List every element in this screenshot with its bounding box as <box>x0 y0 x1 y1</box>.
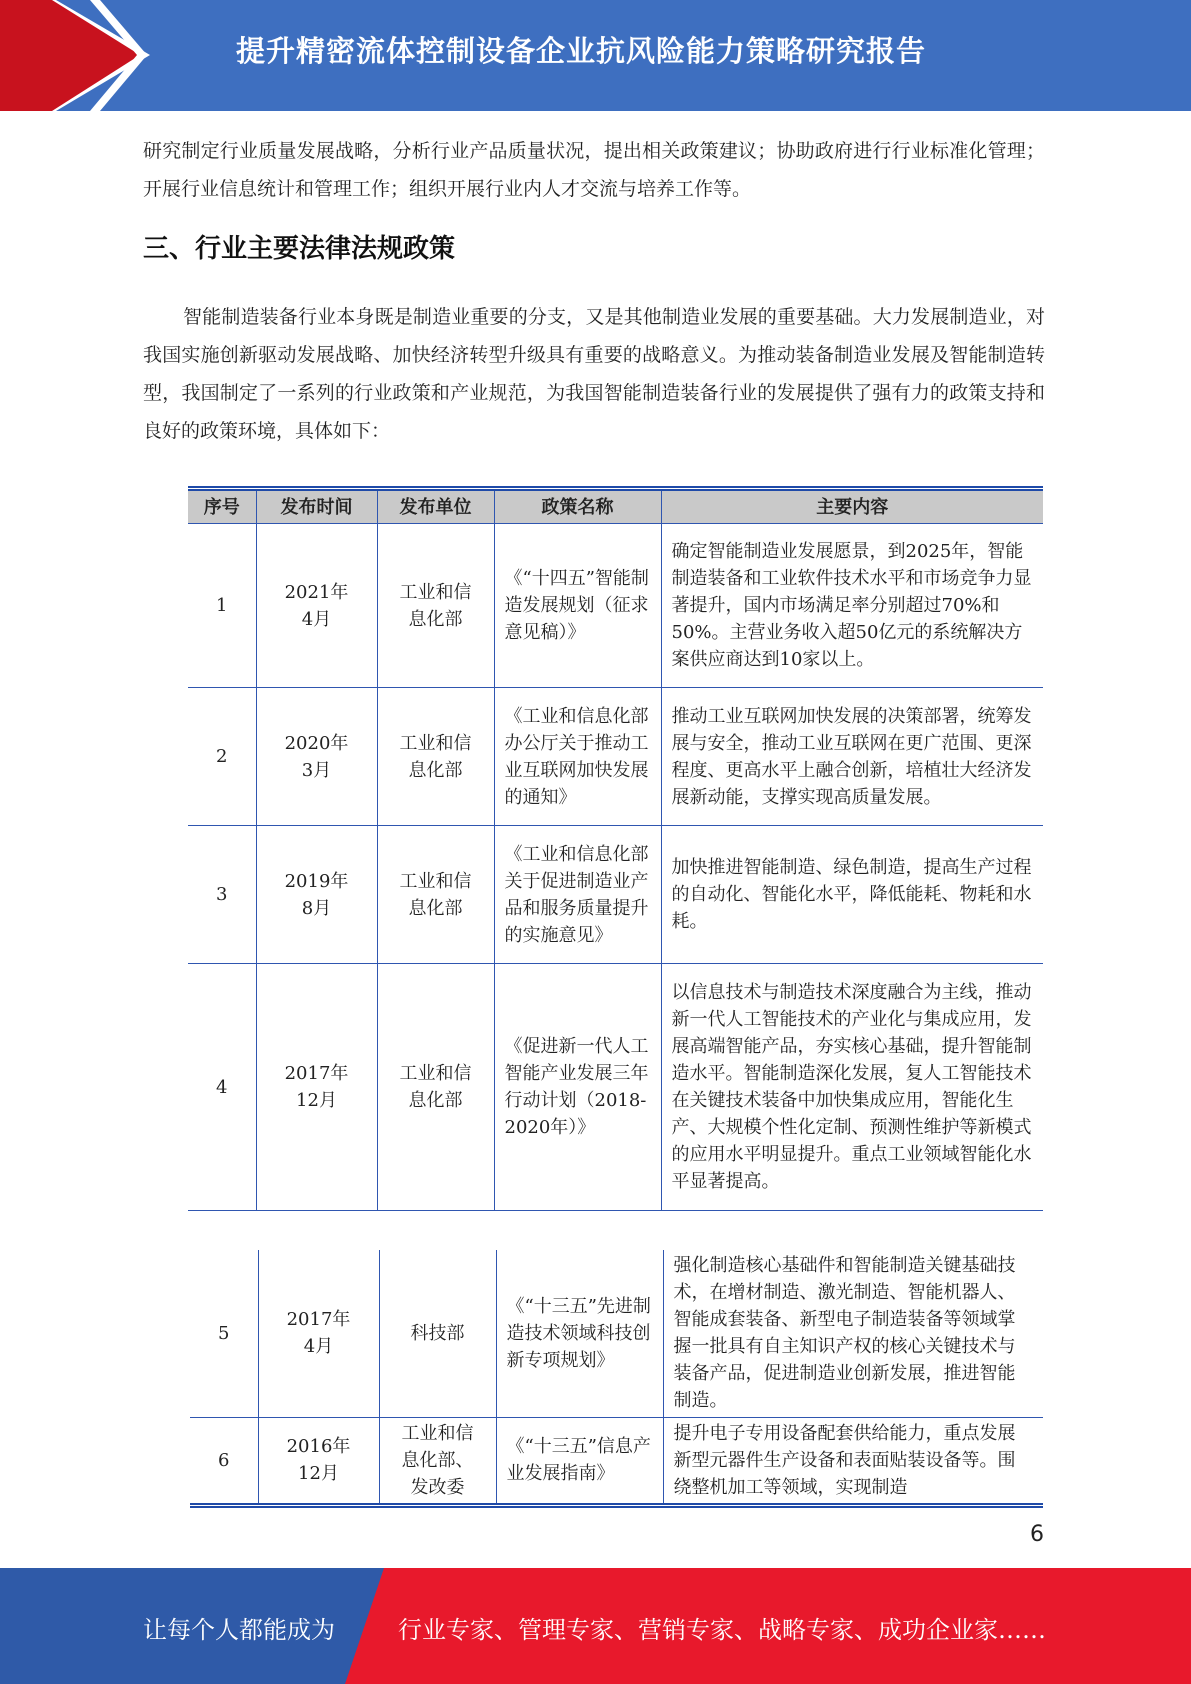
table-row <box>190 1417 1043 1505</box>
row-content: 加快推进智能制造、绿色制造，提高生产过程的自动化、智能化水平，降低能耗、物耗和水耗。 <box>661 826 1043 964</box>
row-policy-name: 《工业和信息化部办公厅关于推动工业互联网加快发展的通知》 <box>494 688 661 826</box>
row-policy-name: 《“十四五”智能制造发展规划（征求意见稿）》 <box>494 524 661 688</box>
row-content: 确定智能制造业发展愿景，到2025年，智能制造装备和工业软件技术水平和市场竞争力显著提升，国内市场满足率分别超过70%和50%。主营业务收入超50亿元的系统解决方案供应商达到10家以上。 <box>661 524 1043 688</box>
table-header-row <box>188 489 1043 524</box>
row-no: 2 <box>188 688 256 826</box>
table-row <box>188 826 1043 964</box>
row-dept: 工业和信 息化部 <box>377 964 494 1211</box>
report-footer <box>0 1568 1191 1684</box>
table-row <box>188 688 1043 826</box>
row-dept: 工业和信 息化部 <box>377 524 494 688</box>
row-dept: 工业和信 息化部 <box>377 826 494 964</box>
row-dept: 工业和信 息化部 <box>377 688 494 826</box>
row-date: 2021年 4月 <box>256 524 377 688</box>
section-heading: 三、行业主要法律法规政策 <box>143 234 456 264</box>
row-content: 提升电子专用设备配套供给能力，重点发展新型元器件生产设备和表面贴装设备等。围绕整机加工等领域，实现制造 <box>663 1417 1043 1505</box>
row-content: 强化制造核心基础件和智能制造关键基础技术，在增材制造、激光制造、智能机器人、智能成套装备、新型电子制造装备等领域掌握一批具有自主知识产权的核心关键技术与装备产品，促进制造业创新发展，推进智能制造。 <box>663 1250 1043 1417</box>
report-header <box>0 0 1191 111</box>
report-title: 提升精密流体控制设备企业抗风险能力策略研究报告 <box>236 34 927 68</box>
table-row <box>190 1250 1043 1417</box>
row-date: 2020年 3月 <box>256 688 377 826</box>
row-policy-name: 《促进新一代人工智能产业发展三年行动计划（2018-2020年）》 <box>494 964 661 1211</box>
header-cell-date: 发布时间 <box>256 489 377 524</box>
intro-paragraph: 研究制定行业质量发展战略，分析行业产品质量状况，提出相关政策建议；协助政府进行行业标准化管理；开展行业信息统计和管理工作；组织开展行业内人才交流与培养工作等。 <box>143 140 1045 200</box>
row-no: 4 <box>188 964 256 1211</box>
row-date: 2019年 8月 <box>256 826 377 964</box>
table-row <box>188 524 1043 688</box>
table-row <box>188 964 1043 1211</box>
row-no: 5 <box>190 1250 258 1417</box>
row-date: 2017年 4月 <box>258 1250 379 1417</box>
row-policy-name: 《工业和信息化部关于促进制造业产品和服务质量提升的实施意见》 <box>494 826 661 964</box>
row-policy-name: 《“十三五”先进制造技术领域科技创新专项规划》 <box>496 1250 663 1417</box>
header-cell-name: 政策名称 <box>494 489 661 524</box>
row-date: 2017年 12月 <box>256 964 377 1211</box>
header-cell-dept: 发布单位 <box>377 489 494 524</box>
row-dept: 科技部 <box>379 1250 496 1417</box>
policy-table <box>188 486 1043 1211</box>
page-number: 6 <box>1030 1522 1044 1547</box>
header-cell-content: 主要内容 <box>661 489 1043 524</box>
row-dept: 工业和信 息化部、 发改委 <box>379 1417 496 1505</box>
policy-table-continued <box>190 1250 1043 1508</box>
footer-slogan-right: 行业专家、管理专家、营销专家、战略专家、成功企业家…… <box>398 1616 1046 1644</box>
chevron-red-icon <box>0 0 140 111</box>
row-no: 6 <box>190 1417 258 1505</box>
policy-intro-paragraph: 智能制造装备行业本身既是制造业重要的分支，又是其他制造业发展的重要基础。大力发展制造业，对我国实施创新驱动发展战略、加快经济转型升级具有重要的战略意义。为推动装备制造业发展及智能制造转型，我国制定了一系列的行业政策和产业规范，为我国智能制造装备行业的发展提供了强有力的政策支持和良好的政策环境，具体如下： <box>143 306 1045 442</box>
row-policy-name: 《“十三五”信息产业发展指南》 <box>496 1417 663 1505</box>
row-date: 2016年 12月 <box>258 1417 379 1505</box>
header-cell-no: 序号 <box>188 489 256 524</box>
footer-slogan-left: 让每个人都能成为 <box>143 1616 335 1644</box>
row-no: 1 <box>188 524 256 688</box>
row-no: 3 <box>188 826 256 964</box>
row-content: 以信息技术与制造技术深度融合为主线，推动新一代人工智能技术的产业化与集成应用，发展高端智能产品，夯实核心基础，提升智能制造水平。智能制造深化发展，复人工智能技术在关键技术装备中加快集成应用，智能化生产、大规模个性化定制、预测性维护等新模式的应用水平明显提升。重点工业领域智能化水平显著提高。 <box>661 964 1043 1211</box>
row-content: 推动工业互联网加快发展的决策部署，统筹发展与安全，推动工业互联网在更广范围、更深程度、更高水平上融合创新，培植壮大经济发展新动能，支撑实现高质量发展。 <box>661 688 1043 826</box>
